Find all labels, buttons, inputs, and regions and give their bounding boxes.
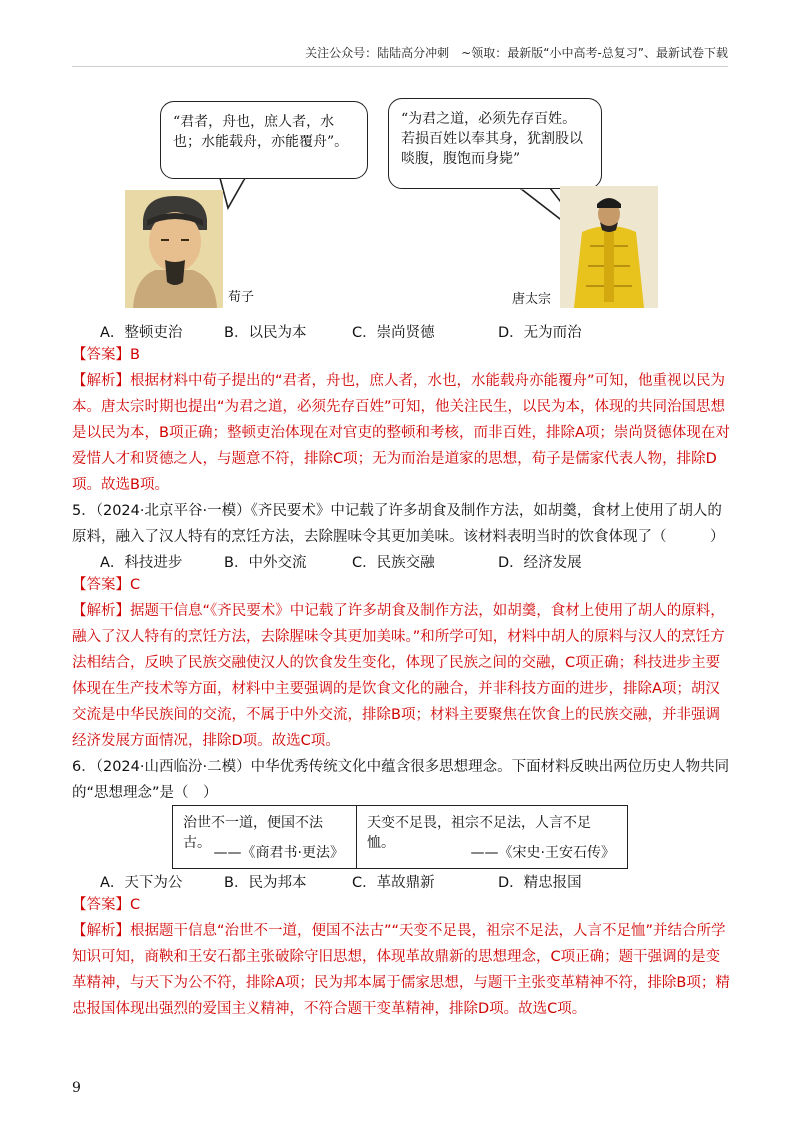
q6-quote-table: [172, 805, 628, 869]
q6-quote-wang-anshi: [357, 806, 627, 868]
q4-option-d[interactable]: D．无为而治: [498, 325, 582, 341]
q4-option-a[interactable]: A．整顿吏治: [100, 325, 183, 341]
q6-answer: 【答案】C: [72, 897, 141, 913]
tang-taizong-portrait: [560, 186, 658, 308]
q5-option-b[interactable]: B．中外交流: [224, 555, 307, 571]
q4-analysis: 【解析】根据材料中荀子提出的“君者，舟也，庶人者，水也，水能载舟亦能覆舟”可知，他重视以民为本。唐太宗时期也提出“为君之道，必须先存百姓”可知，他关注民生，以民为本，体现的共同治国思想是以民为本，B项正确；整顿吏治体现在对官吏的整顿和考核，而非百姓，排除A项；崇尚贤德体现在对爱惜人才和贤德之人，与题意不符，排除C项；无为而治是道家的思想，荀子是儒家代表人物，排除D项。故选B项。: [72, 373, 730, 493]
q6-options: [100, 871, 582, 892]
q6-option-d[interactable]: D．精忠报国: [498, 875, 582, 891]
q5-options: [100, 551, 582, 572]
page-header: 关注公众号：陆陆高分冲刺 ~领取：最新版“小中高考-总复习”、最新试卷下载: [305, 46, 728, 60]
q6-left-source: ——《商君书·更法》: [213, 845, 344, 861]
q6-quote-shang-jun: [173, 806, 357, 868]
q5-analysis: 【解析】据题干信息“《齐民要术》中记载了许多胡食及制作方法，如胡羹，食材上使用了胡人的原料，融入了汉人特有的烹饪方法，去除腥味令其更加美味。”和所学可知，材料中胡人的原料与汉人的烹饪方法相结合，反映了民族交融使汉人的饮食发生变化，体现了民族之间的交融，C项正确；科技进步主要体现在生产技术等方面，材料中主要强调的是饮食文化的融合，并非科技方面的进步，排除A项；胡汉交流是中华民族间的交流，不属于中外交流，排除B项；材料主要聚焦在饮食上的民族交融，并非强调经济发展方面情况，排除D项。故选C项。: [72, 603, 725, 749]
historical-figures-illustration: [125, 96, 670, 310]
q6-option-c[interactable]: C．革故鼎新: [352, 875, 435, 891]
q5-option-c[interactable]: C．民族交融: [352, 555, 435, 571]
q6-option-b[interactable]: B．民为邦本: [224, 875, 307, 891]
caption-tang-taizong: 唐太宗: [512, 292, 552, 307]
q5-answer: 【答案】C: [72, 577, 141, 593]
header-rule: [72, 66, 728, 67]
xunzi-portrait: [125, 190, 223, 308]
q4-option-b[interactable]: B．以民为本: [224, 325, 307, 341]
caption-xunzi: 荀子: [228, 290, 255, 305]
q5-option-d[interactable]: D．经济发展: [498, 555, 582, 571]
q4-option-c[interactable]: C．崇尚贤德: [352, 325, 435, 341]
q6-left-quote: 治世不一道，便国不法古。: [183, 815, 323, 851]
q4-answer: 【答案】B: [72, 347, 140, 363]
q4-options: [100, 321, 582, 342]
speech-bubble-taizong: “为君之道，必须先存百姓。若损百姓以奉其身，犹割股以啖腹，腹饱而身毙”: [388, 98, 602, 189]
page-number: 9: [72, 1080, 81, 1096]
speech-bubble-xunzi: “君者，舟也，庶人者，水也；水能载舟，亦能覆舟”。: [160, 101, 368, 179]
q6-right-source: ——《宋史·王安石传》: [470, 845, 615, 861]
q6-option-a[interactable]: A．天下为公: [100, 875, 183, 891]
q6-stem: 6．（2024·山西临汾·二模）中华优秀传统文化中蕴含很多思想理念。下面材料反映出两位历史人物共同的“思想理念”是（ ）: [72, 759, 730, 801]
q5-option-a[interactable]: A．科技进步: [100, 555, 183, 571]
q5-stem: 5．（2024·北京平谷·一模）《齐民要术》中记载了许多胡食及制作方法，如胡羹，食材上使用了胡人的原料，融入了汉人特有的烹饪方法，去除腥味令其更加美味。该材料表明当时的饮食体现了（ ）: [72, 503, 725, 545]
q6-analysis: 【解析】根据题干信息“治世不一道，便国不法古”“天变不足畏，祖宗不足法，人言不足恤”并结合所学知识可知，商鞅和王安石都主张破除守旧思想，体现革故鼎新的思想理念，C项正确；题干强调的是变革精神，与天下为公不符，排除A项；民为邦本属于儒家思想，与题干主张变革精神不符，排除B项；精忠报国体现出强烈的爱国主义精神，不符合题干变革精神，排除D项。故选C项。: [72, 923, 730, 1017]
q6-right-quote: 天变不足畏，祖宗不足法，人言不足恤。: [367, 815, 591, 851]
